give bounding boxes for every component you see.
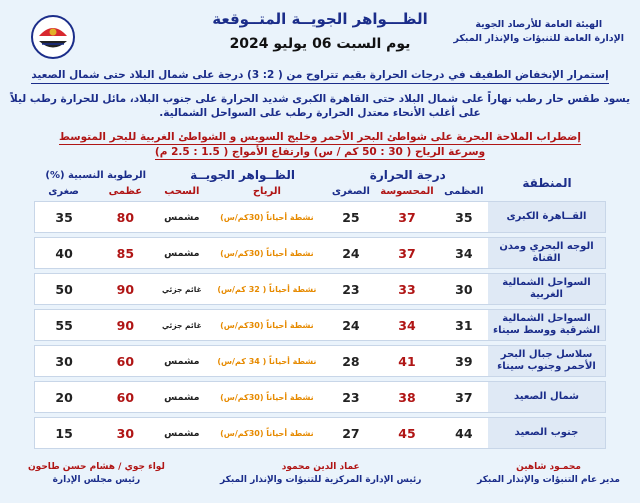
humidity-max-cell: 60 [93, 345, 157, 377]
max-temp-cell: 37 [440, 381, 488, 413]
humidity-min-cell: 20 [34, 381, 93, 413]
region-cell: القــاهرة الكبرى [488, 201, 606, 233]
wind-cell: نشطة أحياناً ( 32 كم/س) [206, 273, 327, 305]
felt-temp-cell: 37 [374, 237, 439, 269]
weather-summary-line-2: على أغلب الأنحاء معتدل الحرارة رطب على السواحل الشمالية. [159, 107, 481, 119]
felt-temp-cell: 45 [374, 417, 439, 449]
signature-forecast-director [477, 461, 620, 487]
max-temp-cell: 39 [440, 345, 488, 377]
max-temp-cell: 44 [440, 417, 488, 449]
max-temp-cell: 35 [440, 201, 488, 233]
felt-temp-cell: 34 [374, 309, 439, 341]
wind-cell: نشطة أحياناً (30كم/س) [206, 201, 327, 233]
signature-name: عماد الدين محمود [281, 462, 360, 472]
humidity-min-header: صغرى [48, 186, 79, 197]
humidity-min-cell: 15 [34, 417, 93, 449]
min-temp-cell: 24 [328, 237, 375, 269]
wind-cell: نشطة أحياناً (30كم/س) [206, 309, 327, 341]
felt-temp-cell: 41 [374, 345, 439, 377]
forecast-table-wrap [34, 164, 606, 453]
table-row [34, 345, 606, 377]
page-title: الظـــواهر الجويــة المتــوقعة [212, 10, 428, 28]
humidity-max-cell: 90 [93, 273, 157, 305]
signature-title: رئيس الإدارة المركزية للتنبؤات والإنذار المبكر [220, 475, 422, 485]
clouds-cell: غائم جزئي [158, 309, 207, 341]
humidity-max-cell: 80 [93, 201, 157, 233]
region-cell: سلاسل جبال البحر الأحمر وجنوب سيناء [488, 345, 606, 377]
signature-name: محمـود شاهين [516, 462, 581, 472]
max-temp-header: العظمى [444, 186, 484, 197]
humidity-max-cell: 30 [93, 417, 157, 449]
table-row [34, 417, 606, 449]
signature-title: رئيس مجلس الإدارة [52, 475, 141, 485]
min-temp-cell: 25 [328, 201, 375, 233]
agency-name [453, 18, 624, 46]
felt-temp-cell: 38 [374, 381, 439, 413]
signature-title: مدير عام التنبؤات والإنذار المبكر [477, 475, 620, 485]
marine-warning-line-2: وسرعة الرياح ( 30 : 50 كم / س) وارتفاع الأمواج ( 1.5 : 2.5 م) [154, 146, 486, 158]
felt-temp-cell: 37 [374, 201, 439, 233]
temperature-note [8, 68, 632, 84]
table-row [34, 273, 606, 305]
humidity-min-cell: 30 [34, 345, 93, 377]
region-cell: جنوب الصعيد [488, 417, 606, 449]
humidity-min-cell: 35 [34, 201, 93, 233]
table-row [34, 201, 606, 233]
signature-chairman [28, 461, 165, 487]
min-temp-cell: 27 [328, 417, 375, 449]
signatures [0, 461, 640, 495]
weather-group-header: الظــواهر الجويــة [190, 168, 295, 182]
felt-temp-header: المحسوسة [380, 186, 434, 197]
temperature-group-header: درجة الحرارة [369, 168, 446, 182]
min-temp-cell: 23 [328, 273, 375, 305]
agency-line-2: الإدارة العامة للتنبؤات والإنذار المبكر [453, 33, 624, 44]
region-cell: شمال الصعيد [488, 381, 606, 413]
max-temp-cell: 30 [440, 273, 488, 305]
marine-warning-line-1: إضطراب الملاحة البحرية على شواطئ البحر الأحمر وخليج السويس و الشواطئ الغربية للبحر المتوسط [59, 131, 581, 143]
clouds-cell: مشمس [158, 237, 207, 269]
min-temp-cell: 23 [328, 381, 375, 413]
humidity-max-cell: 60 [93, 381, 157, 413]
max-temp-cell: 34 [440, 237, 488, 269]
clouds-cell: مشمس [158, 381, 207, 413]
clouds-header: السحب [164, 186, 200, 197]
clouds-cell: غائم جزئي [158, 273, 207, 305]
table-row [34, 309, 606, 341]
clouds-cell: مشمس [158, 201, 207, 233]
humidity-min-cell: 50 [34, 273, 93, 305]
region-cell: السواحل الشمالية الغربية [488, 273, 606, 305]
wind-cell: نشطة أحياناً ( 34 كم/س) [206, 345, 327, 377]
wind-cell: نشطة أحياناً (30كم/س) [206, 381, 327, 413]
min-temp-header: الصغرى [331, 186, 370, 197]
humidity-max-header: عظمى [108, 186, 143, 197]
wind-header: الرياح [252, 186, 281, 197]
header [8, 6, 632, 64]
weather-summary-line-1: يسود طقس حار رطب نهاراً على شمال البلاد حتى القاهرة الكبرى شديد الحرارة على جنوب البلاد، مائل للحرارة رطب ليلاً [9, 93, 631, 105]
humidity-max-cell: 90 [93, 309, 157, 341]
signature-name: لواء جوي / هشام حسن طاحون [28, 462, 165, 472]
temperature-note-text: إستمرار الإنخفاض الطفيف في درجات الحرارة بقيم تتراوح من ( 2: 3) درجة على شمال البلاد حتى شمال الصعيد [31, 68, 608, 84]
felt-temp-cell: 33 [374, 273, 439, 305]
region-header: المنطقة [522, 175, 572, 190]
marine-warning [8, 130, 632, 160]
wind-cell: نشطة أحياناً (30كم/س) [206, 417, 327, 449]
humidity-min-cell: 40 [34, 237, 93, 269]
humidity-group-header: الرطوبة النسبية (%) [45, 169, 147, 181]
humidity-min-cell: 55 [34, 309, 93, 341]
region-cell: السواحل الشمالية الشرقية ووسط سيناء [488, 309, 606, 341]
humidity-max-cell: 85 [93, 237, 157, 269]
clouds-cell: مشمس [158, 345, 207, 377]
wind-cell: نشطة أحياناً (30كم/س) [206, 237, 327, 269]
clouds-cell: مشمس [158, 417, 207, 449]
table-row [34, 237, 606, 269]
min-temp-cell: 28 [328, 345, 375, 377]
min-temp-cell: 24 [328, 309, 375, 341]
signature-central-head [220, 461, 421, 487]
agency-line-1: الهيئة العامة للأرصاد الجوية [475, 19, 603, 30]
region-cell: الوجه البحري ومدن القناة [488, 237, 606, 269]
max-temp-cell: 31 [440, 309, 488, 341]
weather-summary [8, 92, 632, 120]
table-row [34, 381, 606, 413]
forecast-table [34, 164, 606, 453]
forecast-date: يوم السبت 06 يوليو 2024 [229, 36, 411, 52]
